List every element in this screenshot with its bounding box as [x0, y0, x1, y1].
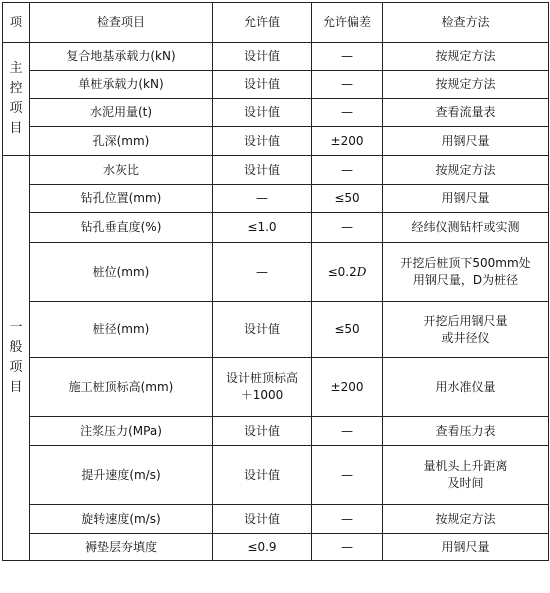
- dev-cell: —: [312, 43, 383, 71]
- allow-cell: 设计值: [213, 156, 312, 185]
- item-cell: 提升速度(m/s): [30, 446, 213, 505]
- dev-cell: —: [312, 213, 383, 243]
- dev-cell: ≤50: [312, 302, 383, 358]
- dev-cell: ±200: [312, 127, 383, 156]
- method-cell: 用钢尺量: [383, 185, 549, 213]
- method-cell: 用水准仪量: [383, 358, 549, 417]
- table-row: [3, 185, 549, 213]
- dev-cell: —: [312, 505, 383, 534]
- item-cell: 桩径(mm): [30, 302, 213, 358]
- header-row: [3, 3, 549, 43]
- allow-cell: 设计值: [213, 417, 312, 446]
- dev-cell: —: [312, 156, 383, 185]
- allow-cell: 设计桩顶标高 ＋1000: [213, 358, 312, 417]
- group-general: 一 般 项 目: [3, 156, 30, 561]
- item-cell: 单桩承载力(kN): [30, 71, 213, 99]
- item-cell: 复合地基承载力(kN): [30, 43, 213, 71]
- method-cell: 用钢尺量: [383, 534, 549, 561]
- dev-cell: ≤50: [312, 185, 383, 213]
- method-cell: 按规定方法: [383, 71, 549, 99]
- table-row: [3, 127, 549, 156]
- item-cell: 孔深(mm): [30, 127, 213, 156]
- dev-cell: ≤0.2D: [312, 243, 383, 302]
- inspection-table: [2, 2, 549, 561]
- method-cell: 查看流量表: [383, 99, 549, 127]
- item-cell: 水泥用量(t): [30, 99, 213, 127]
- table-row: [3, 534, 549, 561]
- header-cell: 允许值: [213, 3, 312, 43]
- dev-cell: —: [312, 71, 383, 99]
- header-cell: 检查项目: [30, 3, 213, 43]
- table-row: [3, 43, 549, 71]
- header-cell: 项: [3, 3, 30, 43]
- item-cell: 褥垫层夯填度: [30, 534, 213, 561]
- method-cell: 量机头上升距离 及时间: [383, 446, 549, 505]
- allow-cell: 设计值: [213, 446, 312, 505]
- method-cell: 按规定方法: [383, 43, 549, 71]
- item-cell: 水灰比: [30, 156, 213, 185]
- table-row: [3, 358, 549, 417]
- allow-cell: ≤0.9: [213, 534, 312, 561]
- allow-cell: 设计值: [213, 302, 312, 358]
- item-cell: 旋转速度(m/s): [30, 505, 213, 534]
- item-cell: 钻孔位置(mm): [30, 185, 213, 213]
- table-row: [3, 156, 549, 185]
- header-cell: 检查方法: [383, 3, 549, 43]
- method-cell: 经纬仪测钻杆或实测: [383, 213, 549, 243]
- dev-cell: —: [312, 99, 383, 127]
- dev-cell: —: [312, 417, 383, 446]
- allow-cell: ≤1.0: [213, 213, 312, 243]
- table-row: [3, 417, 549, 446]
- item-cell: 施工桩顶标高(mm): [30, 358, 213, 417]
- header-cell: 允许偏差: [312, 3, 383, 43]
- allow-cell: 设计值: [213, 43, 312, 71]
- table-row: [3, 213, 549, 243]
- method-cell: 按规定方法: [383, 156, 549, 185]
- allow-cell: 设计值: [213, 127, 312, 156]
- method-cell: 开挖后用钢尺量 或井径仪: [383, 302, 549, 358]
- table-row: [3, 99, 549, 127]
- method-cell: 按规定方法: [383, 505, 549, 534]
- method-cell: 用钢尺量: [383, 127, 549, 156]
- item-cell: 注浆压力(MPa): [30, 417, 213, 446]
- table-row: [3, 71, 549, 99]
- table-row: [3, 243, 549, 302]
- allow-cell: 设计值: [213, 71, 312, 99]
- allow-cell: 设计值: [213, 99, 312, 127]
- dev-cell: —: [312, 446, 383, 505]
- item-cell: 桩位(mm): [30, 243, 213, 302]
- allow-cell: —: [213, 185, 312, 213]
- dev-cell: ±200: [312, 358, 383, 417]
- table-row: [3, 505, 549, 534]
- table-row: [3, 302, 549, 358]
- table-row: [3, 446, 549, 505]
- allow-cell: 设计值: [213, 505, 312, 534]
- allow-cell: —: [213, 243, 312, 302]
- method-cell: 查看压力表: [383, 417, 549, 446]
- item-cell: 钻孔垂直度(%): [30, 213, 213, 243]
- method-cell: 开挖后桩顶下500mm处 用钢尺量，D为桩径: [383, 243, 549, 302]
- group-main: 主 控 项 目: [3, 43, 30, 156]
- dev-cell: —: [312, 534, 383, 561]
